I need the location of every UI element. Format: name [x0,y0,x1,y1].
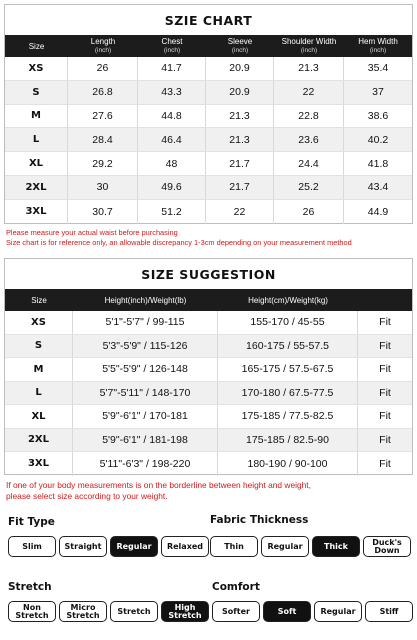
size-chart-title: SZIE CHART [164,12,253,28]
size-suggestion-body [5,311,412,476]
size-suggestion-cell-size: S [5,335,73,358]
comfort-option-softer[interactable]: Softer [212,601,260,622]
size-chart-header-chest: Chest (inch) [161,37,183,54]
size-suggestion-cell-fit: Fit [379,433,391,446]
size-chart-cell-shoulder-width: 21.3 [274,57,344,80]
comfort-option-regular[interactable]: Regular [314,601,362,622]
size-chart-panel [4,4,413,224]
stretch-option-non-stretch[interactable]: Non Stretch [8,601,56,622]
size-suggestion-cell-size: XL [5,405,73,428]
stretch-title: Stretch [8,581,52,593]
size-chart-cell-shoulder-width: 23.6 [274,128,344,151]
size-chart-cell-hem-width: 37 [372,86,384,99]
size-suggestion-cell-metric: 175-185 / 77.5-82.5 [218,405,358,428]
size-chart-row [5,128,412,152]
fit-type-group [8,516,209,557]
size-chart-cell-shoulder-width: 22.8 [274,105,344,128]
fit-type-option-straight[interactable]: Straight [59,536,107,557]
size-chart-cell-hem-width: 44.9 [367,205,389,218]
size-chart-cell-sleeve: 21.3 [206,128,274,151]
size-suggestion-cell-imperial: 5'7"-5'11" / 148-170 [73,382,218,405]
size-chart-header-size: Size [28,41,45,51]
size-suggestion-cell-imperial: 5'1"-5'7" / 99-115 [73,311,218,334]
size-chart-row [5,105,412,129]
comfort-option-soft[interactable]: Soft [263,601,311,622]
size-suggestion-row [5,452,412,476]
size-chart-cell-length: 26 [68,57,138,80]
size-chart-header-hem: Hem Width (inch) [358,37,398,54]
size-chart-cell-length: 30.7 [68,200,138,224]
size-chart-cell-shoulder-width: 24.4 [274,152,344,175]
fabric-thickness-options [210,536,411,557]
size-chart-cell-length: 28.4 [68,128,138,151]
size-suggestion-cell-metric: 155-170 / 45-55 [218,311,358,334]
size-suggestion-panel [4,258,413,475]
size-suggestion-row [5,429,412,453]
size-suggestion-row [5,358,412,382]
size-chart-row [5,176,412,200]
size-suggestion-cell-fit: Fit [379,363,391,376]
stretch-option-micro-stretch[interactable]: Micro Stretch [59,601,107,622]
size-chart-cell-chest: 46.4 [138,128,206,151]
size-chart-cell-length: 30 [68,176,138,199]
stretch-option-high-stretch[interactable]: High Stretch [161,601,209,622]
size-chart-cell-hem-width: 43.4 [367,181,389,194]
size-suggestion-cell-size: 2XL [5,429,73,452]
comfort-option-stiff[interactable]: Stiff [365,601,413,622]
size-suggestion-row [5,405,412,429]
size-chart-cell-chest: 43.3 [138,81,206,104]
fabric-thickness-group [210,514,411,557]
borderline-note [6,480,311,502]
size-chart-cell-length: 29.2 [68,152,138,175]
size-chart-cell-hem-width: 40.2 [367,133,389,146]
size-chart-cell-sleeve: 21.3 [206,105,274,128]
size-chart-header-sleeve: Sleeve (inch) [227,37,253,54]
size-chart-cell-hem-width: 41.8 [367,157,389,170]
size-suggestion-cell-size: XS [5,311,73,334]
fit-type-option-regular[interactable]: Regular [110,536,158,557]
size-chart-cell-size: 3XL [5,200,68,224]
size-chart-header-shoulder: Shoulder Width (inch) [281,37,337,54]
size-chart-body [5,57,412,224]
size-suggestion-cell-size: L [5,382,73,405]
size-chart-cell-hem-width: 35.4 [367,62,389,75]
size-chart-cell-chest: 41.7 [138,57,206,80]
size-suggestion-cell-size: 3XL [5,452,73,476]
size-suggestion-row [5,335,412,359]
stretch-option-stretch[interactable]: Stretch [110,601,158,622]
size-suggestion-row [5,382,412,406]
size-suggestion-cell-imperial: 5'5"-5'9" / 126-148 [73,358,218,381]
size-chart-cell-length: 26.8 [68,81,138,104]
size-suggestion-cell-imperial: 5'11"-6'3" / 198-220 [73,452,218,476]
size-chart-cell-size: 2XL [5,176,68,199]
size-chart-row [5,57,412,81]
size-chart-cell-size: S [5,81,68,104]
size-chart-cell-size: XS [5,57,68,80]
size-suggestion-cell-fit: Fit [379,410,391,423]
size-chart-cell-shoulder-width: 25.2 [274,176,344,199]
size-chart-cell-shoulder-width: 26 [274,200,344,224]
size-chart-cell-shoulder-width: 22 [274,81,344,104]
fabric-thickness-option-thin[interactable]: Thin [210,536,258,557]
fit-type-options [8,536,209,557]
fit-type-title: Fit Type [8,516,55,528]
size-chart-cell-sleeve: 21.7 [206,152,274,175]
size-chart-row [5,200,412,224]
borderline-note-line1: If one of your body measurements is on the borderline between height and weight, [6,480,311,490]
fabric-thickness-option-thick[interactable]: Thick [312,536,360,557]
size-chart-cell-size: M [5,105,68,128]
size-chart-header [5,35,412,57]
size-chart-cell-chest: 49.6 [138,176,206,199]
size-suggestion-title: SIZE SUGGESTION [141,266,276,282]
size-suggestion-cell-fit: Fit [379,339,391,352]
size-suggestion-cell-metric: 175-185 / 82.5-90 [218,429,358,452]
stretch-options [8,601,209,622]
size-chart-cell-sleeve: 20.9 [206,81,274,104]
size-chart-cell-sleeve: 20.9 [206,57,274,80]
size-suggestion-cell-imperial: 5'9"-6'1" / 170-181 [73,405,218,428]
comfort-options [212,601,413,622]
comfort-group [212,581,413,622]
size-suggestion-header [5,289,412,311]
size-chart-row [5,152,412,176]
fabric-thickness-title: Fabric Thickness [210,514,309,526]
measure-note [6,228,352,247]
measure-note-line1: Please measure your actual waist before purchasing [6,228,178,237]
size-chart-cell-hem-width: 38.6 [367,109,389,122]
size-suggestion-cell-metric: 180-190 / 90-100 [218,452,358,476]
size-chart-cell-chest: 48 [138,152,206,175]
size-suggestion-cell-fit: Fit [379,386,391,399]
borderline-note-line2: please select size according to your weight. [6,491,168,501]
suggestion-header-imperial: Height(inch)/Weight(lb) [104,295,187,305]
size-suggestion-cell-fit: Fit [379,316,391,329]
fabric-thickness-option-duck-s-down[interactable]: Duck's Down [363,536,411,557]
fabric-thickness-option-regular[interactable]: Regular [261,536,309,557]
size-suggestion-cell-metric: 165-175 / 57.5-67.5 [218,358,358,381]
fit-type-option-relaxed[interactable]: Relaxed [161,536,209,557]
fit-type-option-slim[interactable]: Slim [8,536,56,557]
size-chart-cell-sleeve: 21.7 [206,176,274,199]
size-suggestion-cell-size: M [5,358,73,381]
size-suggestion-row [5,311,412,335]
size-chart-cell-chest: 44.8 [138,105,206,128]
size-chart-cell-size: XL [5,152,68,175]
size-chart-cell-chest: 51.2 [138,200,206,224]
size-suggestion-cell-imperial: 5'3"-5'9" / 115-126 [73,335,218,358]
suggestion-header-size: Size [31,295,47,305]
size-suggestion-cell-imperial: 5'9"-6'1" / 181-198 [73,429,218,452]
stretch-group [8,581,209,622]
size-suggestion-cell-fit: Fit [379,457,391,470]
size-chart-cell-size: L [5,128,68,151]
size-suggestion-cell-metric: 170-180 / 67.5-77.5 [218,382,358,405]
size-chart-cell-length: 27.6 [68,105,138,128]
size-suggestion-cell-metric: 160-175 / 55-57.5 [218,335,358,358]
measure-note-line2: Size chart is for reference only, an allowable discrepancy 1-3cm depending on your measurement method [6,237,352,247]
comfort-title: Comfort [212,581,260,593]
suggestion-header-metric: Height(cm)/Weight(kg) [248,295,328,305]
size-chart-row [5,81,412,105]
size-chart-cell-sleeve: 22 [206,200,274,224]
size-chart-header-length: Length (inch) [90,37,116,54]
